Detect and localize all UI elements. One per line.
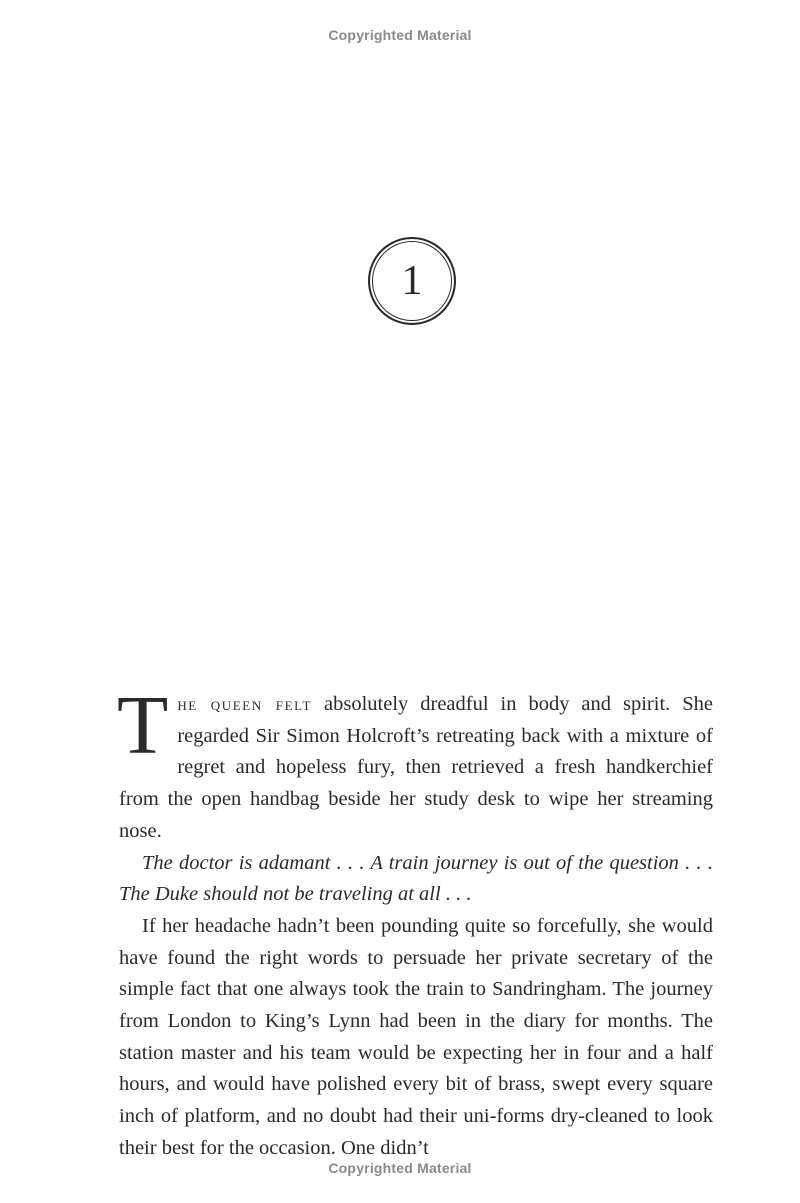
lead-in-small-caps: he queen felt bbox=[177, 694, 313, 714]
paragraph-3-text: If her headache hadn’t been pounding quite so forcefully, she would have found the right words to persuade her private secretary of the simple fact that one always took the train to Sandringham. The journey from London to King’s Lynn had been in the diary for months. The station master and his team would be expecting her in four and a half hours, and would have polished every bit of brass, swept every square inch of platform, and no doubt had their uni-forms dry-cleaned to look their best for the occasion. One didn’t bbox=[119, 914, 713, 1159]
chapter-body-text bbox=[117, 679, 713, 1165]
chapter-number: 1 bbox=[401, 258, 423, 304]
copyright-watermark-bottom: Copyrighted Material bbox=[328, 1160, 472, 1176]
paragraph-1 bbox=[117, 679, 713, 848]
copyright-watermark-top: Copyrighted Material bbox=[328, 27, 472, 43]
paragraph-3 bbox=[119, 911, 713, 1165]
drop-cap: T bbox=[117, 679, 169, 772]
paragraph-2-italic-text: The doctor is adamant . . . A train journey is out of the question . . . The Duke should not be traveling at all . . . bbox=[119, 851, 713, 906]
paragraph-2 bbox=[119, 848, 713, 911]
paragraph-1-text: absolutely dreadful in body and spirit. She regarded Sir Simon Holcroft’s retreating back with a mixture of regret and hopeless fury, then retrieved a fresh handkerchief from the open handbag beside her study desk to wipe her streaming nose. bbox=[119, 693, 713, 842]
chapter-number-badge bbox=[368, 237, 456, 325]
